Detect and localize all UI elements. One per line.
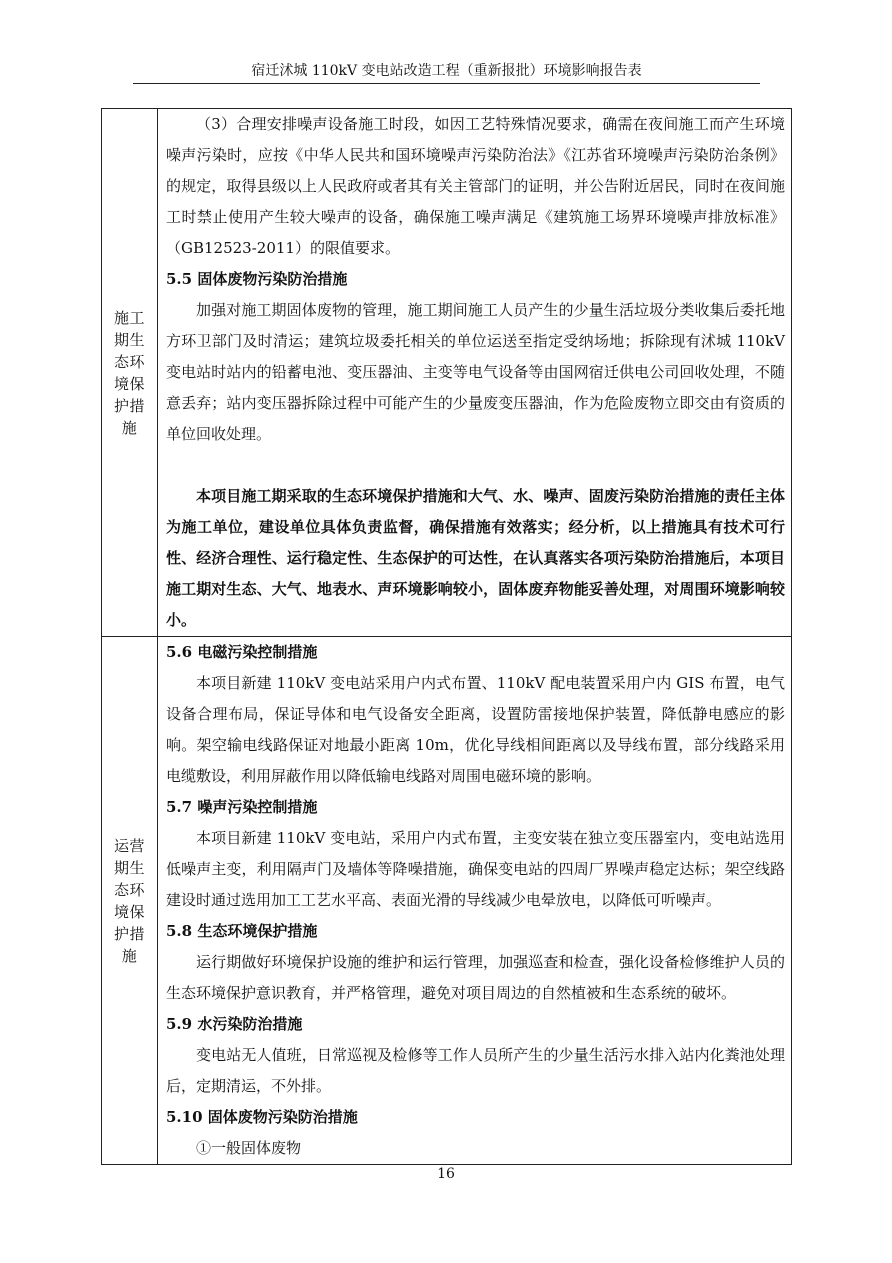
page-header-title: 宿迁沭城 110kV 变电站改造工程（重新报批）环境影响报告表 [251,63,642,79]
header-rule [133,83,760,84]
construction-label: 施工期生态环境保护措施 [113,308,145,437]
construction-label-cell [102,109,158,637]
section-5-5-paragraph: 加强对施工期固体废物的管理，施工期间施工人员产生的少量生活垃圾分类收集后委托地方环卫部门及时清运；建筑垃圾委托相关的单位运送至指定受纳场地；拆除现有沭城 110kV 变电站时站内的铅蓄电池、变压器油、主变等电气设备等由国网宿迁供电公司回收处理，不随意丢弃；站内变压器拆除过程中可能产生的少量废变压器油，作为危险废物立即交由有资质的单位回收处理。 [166,301,785,443]
page-number: 16 [437,1166,455,1182]
section-5-6-paragraph: 本项目新建 110kV 变电站采用户内式布置、110kV 配电装置采用户内 GIS 布置，电气设备合理布局，保证导体和电气设备安全距离，设置防雷接地保护装置，降低静电感应的影响。架空输电线路保证对地最小距离 10m，优化导线相间距离以及导线布置，部分线路采用电缆敷设，利用屏蔽作用以降低输电线路对周围电磁环境的影响。 [166,674,785,785]
construction-noise-paragraph: （3）合理安排噪声设备施工时段，如因工艺特殊情况要求，确需在夜间施工而产生环境噪声污染时，应按《中华人民共和国环境噪声污染防治法》《江苏省环境噪声污染防治条例》的规定，取得县级以上人民政府或者其有关主管部门的证明，并公告附近居民，同时在夜间施工时禁止使用产生较大噪声的设备，确保施工噪声满足《建筑施工场界环境噪声排放标准》（GB12523-2011）的限值要求。 [166,115,785,257]
section-5-8-heading: 5.8 生态环境保护措施 [166,922,318,940]
operation-label: 运营期生态环境保护措施 [113,836,145,965]
section-5-9-paragraph: 变电站无人值班，日常巡视及检修等工作人员所产生的少量生活污水排入站内化粪池处理后，定期清运，不外排。 [166,1046,785,1095]
construction-content-cell [158,109,792,637]
construction-summary-paragraph: 本项目施工期采取的生态环境保护措施和大气、水、噪声、固废污染防治措施的责任主体为施工单位，建设单位具体负责监督，确保措施有效落实；经分析，以上措施具有技术可行性、经济合理性、运行稳定性、生态保护的可达性，在认真落实各项污染防治措施后，本项目施工期对生态、大气、地表水、声环境影响较小，固体废弃物能妥善处理，对周围环境影响较小。 [166,487,785,629]
measures-table [101,108,792,1165]
section-5-5-heading: 5.5 固体废物污染防治措施 [166,270,348,288]
operation-label-cell [102,637,158,1165]
section-5-10-heading: 5.10 固体废物污染防治措施 [166,1108,358,1126]
section-5-10-item: ①一般固体废物 [196,1139,302,1157]
operation-row [102,637,792,1165]
section-5-7-heading: 5.7 噪声污染控制措施 [166,798,318,816]
section-5-6-heading: 5.6 电磁污染控制措施 [166,643,318,661]
section-5-9-heading: 5.9 水污染防治措施 [166,1015,303,1033]
section-5-7-paragraph: 本项目新建 110kV 变电站，采用户内式布置，主变安装在独立变压器室内，变电站选用低噪声主变，利用隔声门及墙体等降噪措施，确保变电站的四周厂界噪声稳定达标；架空线路建设时通过选用加工工艺水平高、表面光滑的导线减少电晕放电，以降低可听噪声。 [166,829,785,909]
operation-content-cell [158,637,792,1165]
section-5-8-paragraph: 运行期做好环境保护设施的维护和运行管理，加强巡查和检查，强化设备检修维护人员的生态环境保护意识教育，并严格管理，避免对项目周边的自然植被和生态系统的破坏。 [166,953,785,1002]
construction-row [102,109,792,637]
blank-spacer [166,450,785,481]
